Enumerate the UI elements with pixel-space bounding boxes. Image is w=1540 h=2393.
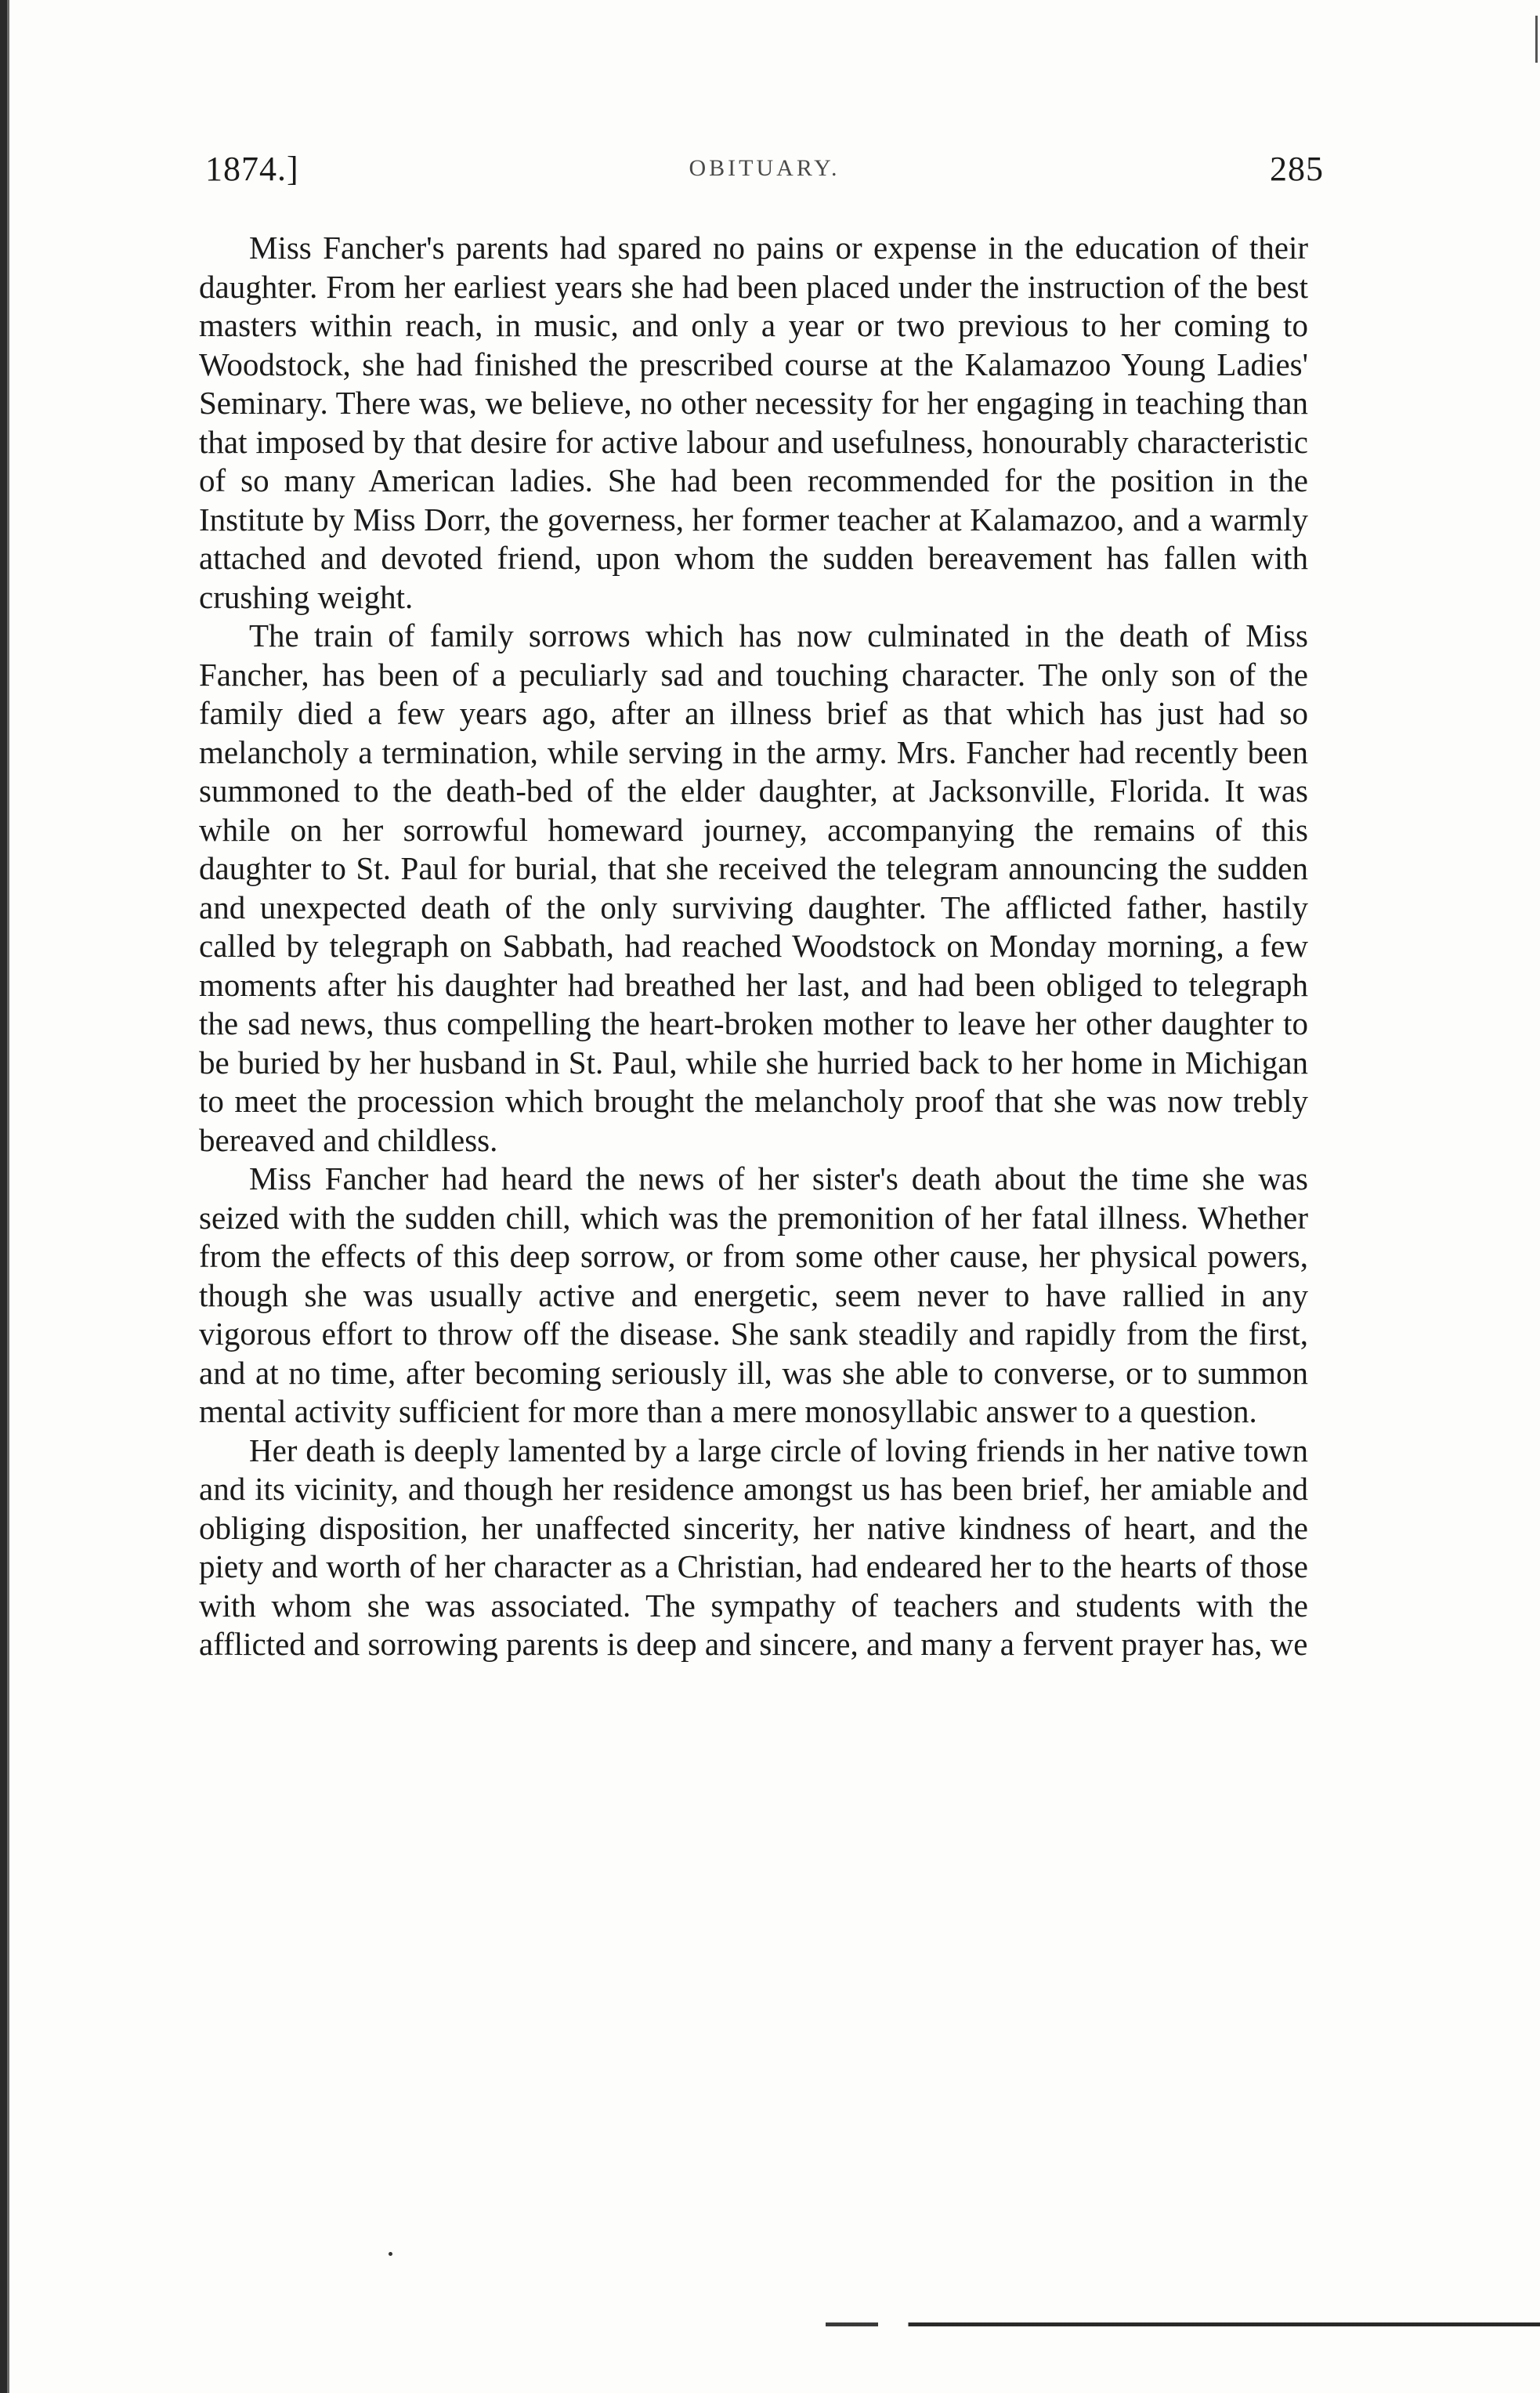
- binding-edge: [0, 0, 14, 2393]
- article-body: [199, 229, 1308, 1664]
- header-section-title: OBITUARY.: [689, 155, 840, 181]
- paragraph: Miss Fancher had heard the news of her sister's death about the time she was seized with the sudden chill, which was the premonition of her fatal illness. Whether from the effects of this deep sorrow, or from some other cause, her physical powers, though she was usually active and energetic, seem never to have rallied in any vigorous effort to throw off the disease. She sank steadily and rapidly from the first, and at no time, after becoming seriously ill, was she able to converse, or to summon mental activity sufficient for more than a mere monosyllabic answer to a question.: [199, 1160, 1308, 1429]
- bottom-rule: [788, 2322, 1540, 2326]
- paragraph: The train of family sorrows which has now culminated in the death of Miss Fancher, has been of a peculiarly sad and touching character. The only son of the family died a few years ago, after an illness brief as that which has just had so melancholy a termination, while serving in the army. Mrs. Fancher had recently been summoned to the death-bed of the elder daughter, at Jacksonville, Florida. It was while on her sorrowful homeward journey, accompanying the remains of this daughter to St. Paul for burial, that she received the telegram announcing the sudden and unexpected death of the only surviving daughter. The afflicted father, hastily called by telegraph on Sabbath, had reached Woodstock on Monday morning, a few moments after his daughter had breathed her last, and had been obliged to telegraph the sad news, thus compelling the heart-broken mother to leave her other daughter to be buried by her husband in St. Paul, while she hurried back to her home in Michigan to meet the procession which brought the melancholy proof that she was now trebly bereaved and childless.: [199, 617, 1308, 1158]
- running-header: [205, 149, 1324, 196]
- page-number: 285: [1270, 150, 1324, 188]
- edge-mark: [1535, 16, 1538, 63]
- paragraph: Miss Fancher's parents had spared no pains or expense in the education of their daughter. From her earliest years she had been placed under the instruction of the best masters within reach, in music, and only a year or two previous to her coming to Woodstock, she had finished the prescribed course at the Kalamazoo Young Ladies' Seminary. There was, we believe, no other necessity for her engaging in teaching than that imposed by that desire for active labour and usefulness, honourably characteristic of so many American ladies. She had been recommended for the position in the Institute by Miss Dorr, the governess, her former teacher at Kalamazoo, and a warmly attached and devoted friend, upon whom the sudden bereavement has fallen with crushing weight.: [199, 230, 1308, 615]
- ink-dot: [389, 2252, 392, 2256]
- header-year: 1874.]: [205, 150, 299, 188]
- paragraph: Her death is deeply lamented by a large circle of loving friends in her native town and its vicinity, and though her residence amongst us has been brief, her amiable and obliging disposition, her unaffected sincerity, her native kindness of heart, and the piety and worth of her character as a Christian, had endeared her to the hearts of those with whom she was associated. The sympathy of teachers and students with the afflicted and sorrowing parents is deep and sincere, and many a fervent prayer has, we: [199, 1432, 1308, 1662]
